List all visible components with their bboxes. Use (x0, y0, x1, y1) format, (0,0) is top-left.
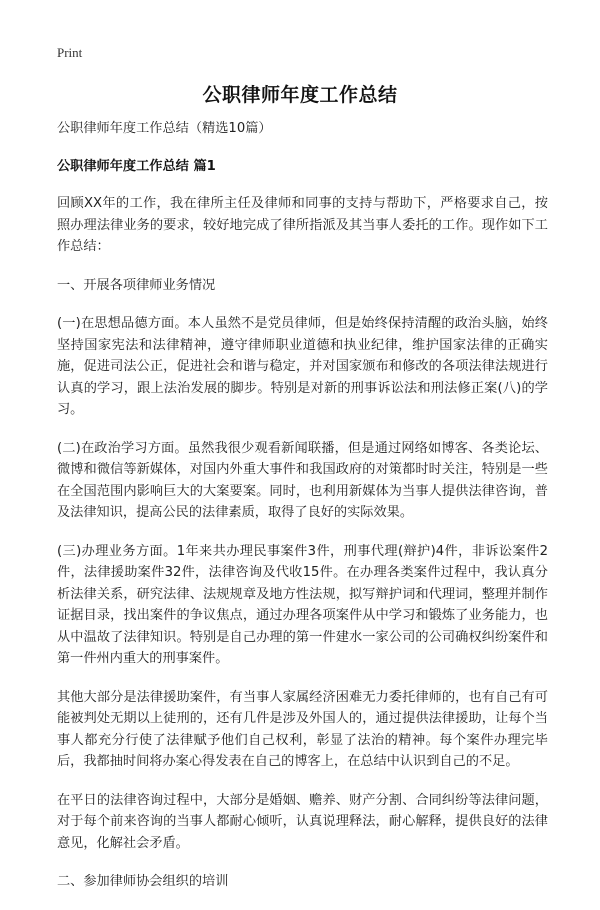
heading-training: 二、参加律师协会组织的培训 (57, 874, 229, 889)
section-heading: 公职律师年度工作总结 篇1 (57, 158, 216, 174)
paragraph-case-handling: (三)办理业务方面。1年来共办理民事案件3件，刑事代理(辩护)4件，非诉讼案件2件，法律援助案件32件，法律咨询及代收15件。在办理各类案件过程中，我认真分析法律关系，研究法律、法规规章及地方性法规，拟写辩护词和代理词，整理并制作证据目录，找出案件的争议焦点，通过办理各项案件从中学习和锻炼了业务能力，也从中温故了法律知识。特别是自己办理的第一件建水一家公司的公司确权纠纷案件和第一件州内重大的刑事案件。 (57, 543, 548, 666)
paragraph-legal-aid: 其他大部分是法律援助案件，有当事人家属经济困难无力委托律师的，也有自己有可能被判处无期以上徒刑的，还有几件是涉及外国人的，通过提供法律援助，让每个当事人都充分行使了法律赋予他们自己权利，彰显了法治的精神。每个案件办理完毕后，我都抽时间将办案心得发表在自己的博客上，在总结中认识到自己的不足。 (57, 689, 548, 769)
paragraph-ideology: (一)在思想品德方面。本人虽然不是党员律师，但是始终保持清醒的政治头脑，始终坚持国家宪法和法律精神，遵守律师职业道德和执业纪律，维护国家法律的正确实施，促进司法公正，促进社会和谐与稳定，并对国家颁布和修改的各项法律法规进行认真的学习，跟上法治发展的脚步。特别是对新的刑事诉讼法和刑法修正案(八)的学习。 (57, 316, 548, 417)
article-body (57, 118, 548, 910)
paragraph-political-study: (二)在政治学习方面。虽然我很少观看新闻联播，但是通过网络如博客、各类论坛、微博和微信等新媒体，对国内外重大事件和我国政府的对策都时时关注，特别是一些在全国范围内影响巨大的大案要案。同时，也利用新媒体为当事人提供法律咨询，普及法律知识，提高公民的法律素质，取得了良好的实际效果。 (57, 440, 548, 520)
document-subtitle: 公职律师年度工作总结（精选10篇） (57, 121, 272, 136)
paragraph-consultation: 在平日的法律咨询过程中，大部分是婚姻、赡养、财产分割、合同纠纷等法律问题，对于每个前来咨询的当事人都耐心倾听，认真说理释法，耐心解释，提供良好的法律意见，化解社会矛盾。 (57, 792, 548, 851)
page-title: 公职律师年度工作总结 (202, 84, 398, 106)
print-link[interactable]: Print (57, 45, 83, 60)
paragraph-intro: 回顾XX年的工作，我在律所主任及律师和同事的支持与帮助下，严格要求自己，按照办理法律业务的要求，较好地完成了律所指派及其当事人委托的工作。现作如下工作总结： (57, 196, 548, 254)
heading-business-overview: 一、开展各项律师业务情况 (57, 277, 216, 293)
